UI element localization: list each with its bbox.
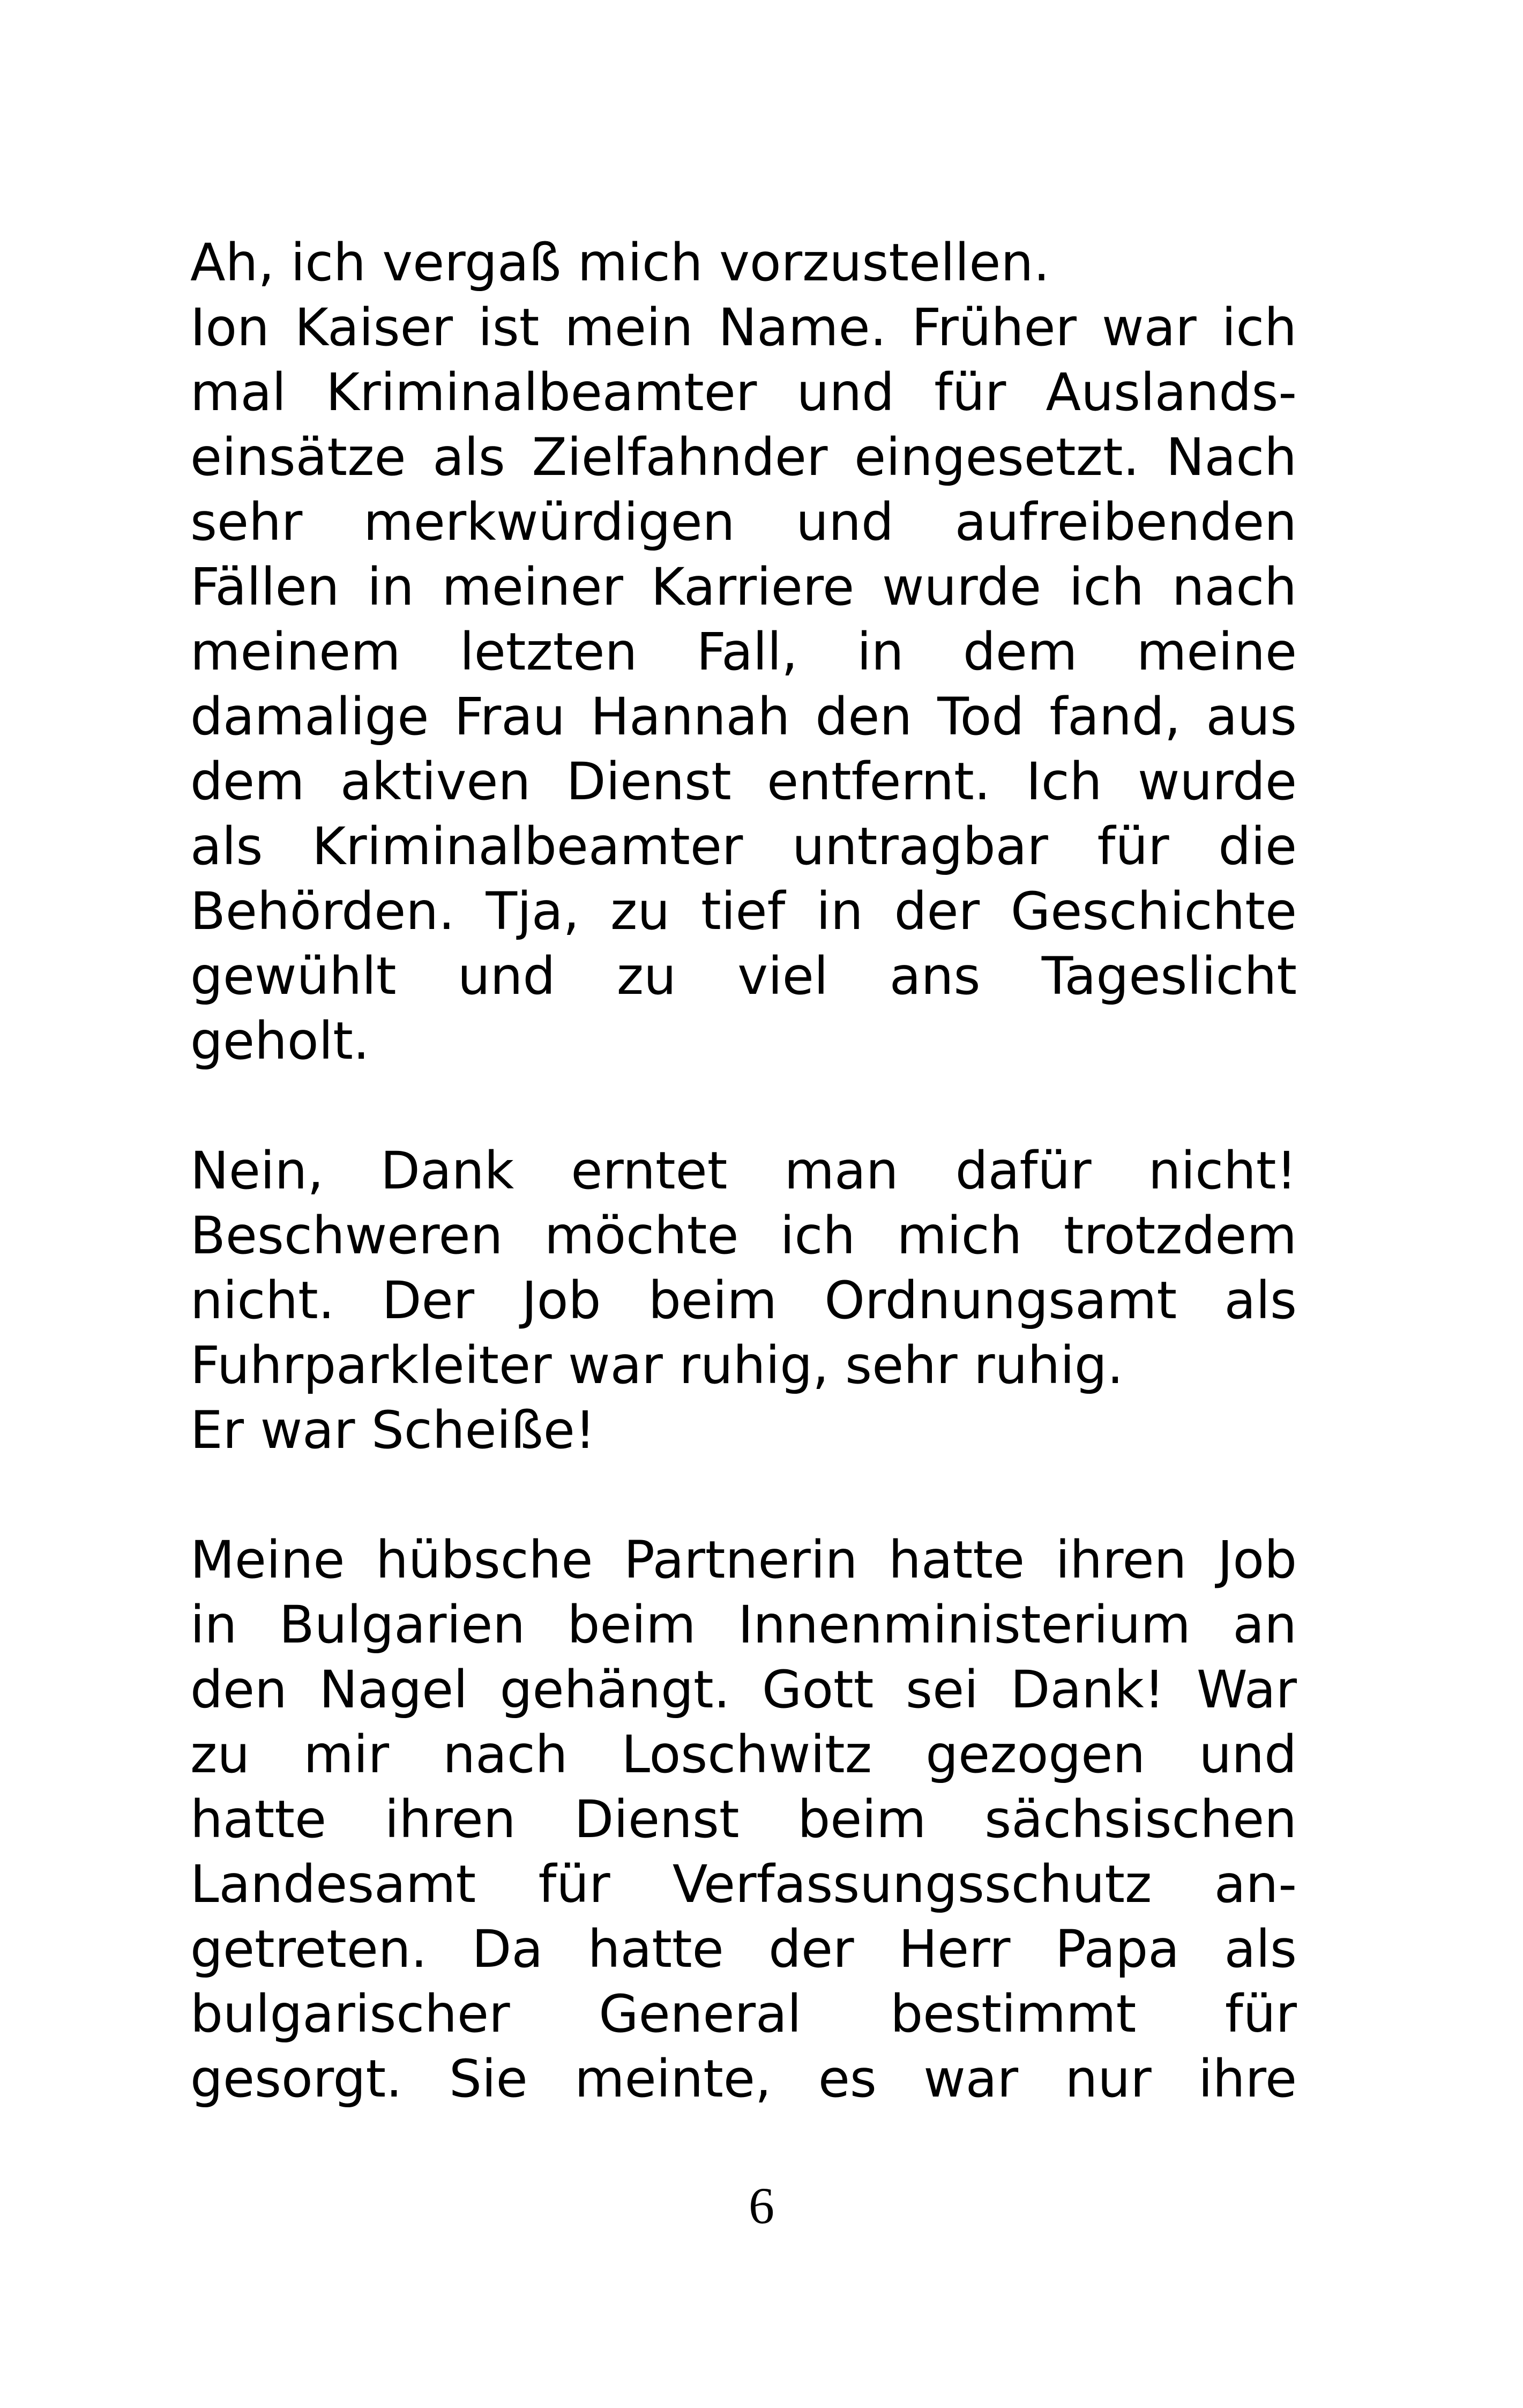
text-line: Nein, Dank erntet man dafür nicht!	[190, 1141, 1297, 1201]
text-line: Ion Kaiser ist mein Name. Früher war ich	[190, 298, 1297, 358]
text-line: getreten. Da hatte der Herr Papa als	[190, 1919, 1297, 1979]
text-line: dem aktiven Dienst entfernt. Ich wurde	[190, 752, 1297, 812]
text-line: Landesamt für Verfassungsschutz an-	[190, 1854, 1297, 1914]
text-line: Meine hübsche Partnerin hatte ihren Job	[190, 1530, 1297, 1590]
body-text	[190, 231, 1297, 2112]
text-line: als Kriminalbeamter untragbar für die	[190, 816, 1297, 876]
text-line: gesorgt. Sie meinte, es war nur ihre	[190, 2049, 1297, 2109]
text-line: Fällen in meiner Karriere wurde ich nach	[190, 557, 1297, 617]
paragraph-1	[190, 231, 1297, 1074]
text-line: geholt.	[190, 1011, 370, 1071]
text-line: meinem letzten Fall, in dem meine	[190, 622, 1297, 682]
text-line: Beschweren möchte ich mich trotzdem	[190, 1206, 1297, 1266]
text-line: einsätze als Zielfahnder eingesetzt. Nach	[190, 427, 1297, 487]
text-line: nicht. Der Job beim Ordnungsamt als	[190, 1270, 1297, 1331]
text-line: damalige Frau Hannah den Tod fand, aus	[190, 687, 1297, 747]
text-line: zu mir nach Loschwitz gezogen und	[190, 1725, 1297, 1785]
text-line: gewühlt und zu viel ans Tageslicht	[190, 946, 1297, 1006]
text-line: Fuhrparkleiter war ruhig, sehr ruhig.	[190, 1335, 1124, 1395]
text-line: mal Kriminalbeamter und für Auslands-	[190, 362, 1297, 422]
page-number: 6	[749, 2177, 774, 2234]
text-line: sehr merkwürdigen und aufreibenden	[190, 492, 1297, 552]
text-line: den Nagel gehängt. Gott sei Dank! War	[190, 1660, 1297, 1720]
text-line: Ah, ich vergaß mich vorzustellen.	[190, 233, 1050, 293]
paragraph-2	[190, 1139, 1297, 1463]
text-line: Er war Scheiße!	[190, 1400, 596, 1460]
text-line: hatte ihren Dienst beim sächsischen	[190, 1789, 1297, 1849]
paragraph-3	[190, 1528, 1297, 2112]
text-line: Behörden. Tja, zu tief in der Geschichte	[190, 881, 1297, 941]
text-line: in Bulgarien beim Innenministerium an	[190, 1595, 1297, 1655]
text-line: bulgarischer General bestimmt für	[190, 1984, 1297, 2044]
